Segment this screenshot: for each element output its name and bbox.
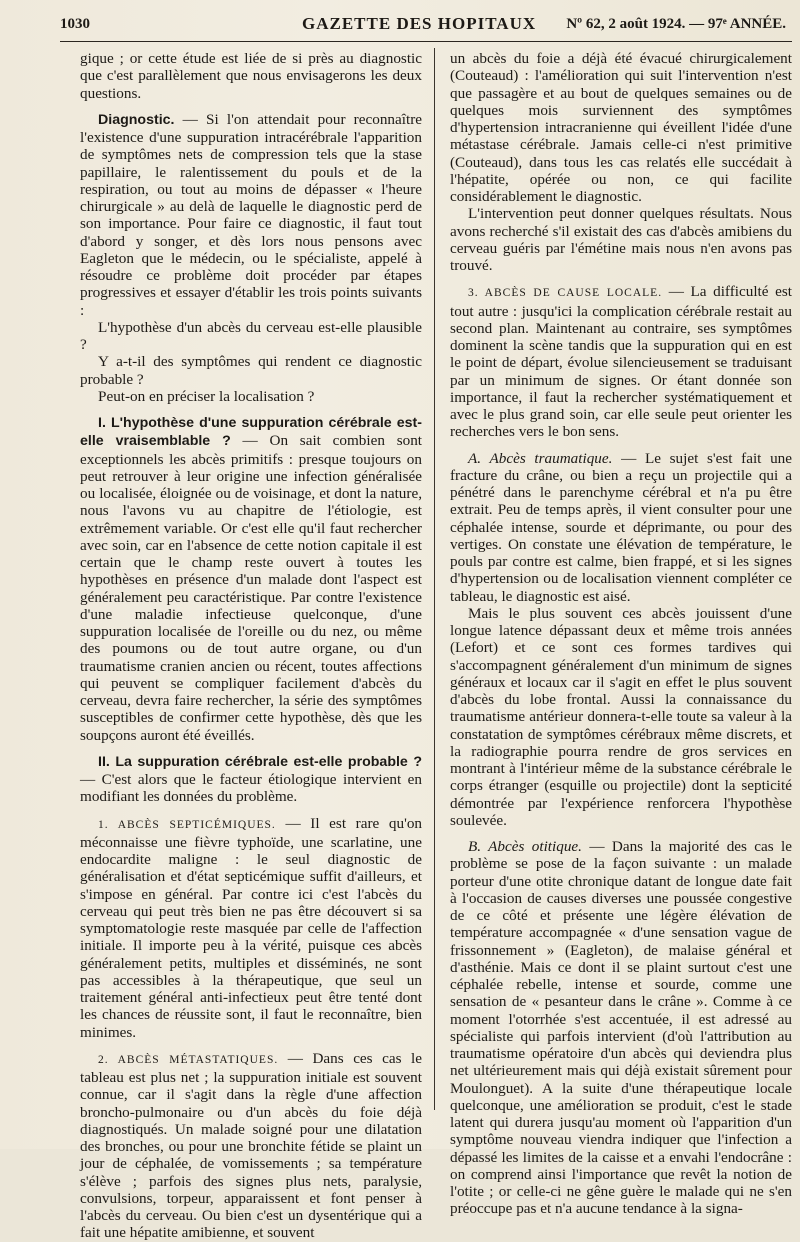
section-heading: 3. ABCÈS DE CAUSE LOCALE. <box>468 287 663 300</box>
section-heading: 1. ABCÈS SEPTICÉMIQUES. <box>98 818 276 831</box>
paragraph <box>80 353 422 388</box>
section-heading: B. Abcès otitique. <box>468 838 582 855</box>
page-number: 1030 <box>60 16 90 32</box>
paragraph <box>80 319 422 354</box>
paragraph-text: — C'est alors que le facteur étiologique intervient en modifiant les données du problème. <box>80 771 422 806</box>
paragraph-text: — On sait combien sont exceptionnels les abcès primitifs : presque toujours on peut retrouver à leur origine une infection généralisée ou localisée, éloignée ou de voisinage, et dont la nature, nous l'avons vu au chapitre de l'étiologie, est extrêmement variable. Or c'est elle qu'il faut rechercher avec soin, car en l'absence de cette notion capitale il est certain que le champ reste ouvert à toutes les hypothèses en présence d'un malade dont l'aspect est généralement peu caractéristique. Par contre l'existence d'une maladie infectieuse quelconque, d'une suppuration localisée de l'oreille ou du nez, ou même des poumons ou de tout autre organe, ou d'un traumatisme cranien ancien ou récent, toutes affections qui peuvent se compliquer facilement d'abcès du cerveau, devra faire rechercher, la série des symptômes susceptibles de confirmer cette hypothèse, dès que les soupçons auront été éveillés. <box>80 432 423 744</box>
paragraph <box>450 605 792 829</box>
paragraph-text: — Dans la majorité des cas le problème se pose de la façon suivante : un malade porteur d'une otite chronique datant de longue date fait à l'occasion de causes diverses une poussée congestive de ce côté et présente une légère élévation de température accompagnée « d'une sensation vague de frissonnement » (Eagleton), de malaise général et d'asthénie. Mais ce dont il se plaint surtout c'est une céphalée rebelle, intense et sourde, comme une sensation de « pesanteur dans le crâne ». Comme à ce moment l'otorrhée s'est accentuée, il est adressé au spécialiste qui parfois intervient (d'où l'attribution au traumatisme opératoire d'un abcès qui deviendra plus net ultérieurement mais qui déjà existait sûrement pour Moulonguet). A la suite d'une thérapeutique locale quelconque, une amélioration se produit, c'est le stade latent qui durera jusqu'au moment où l'apparition d'un symptôme nouveau viendra indiquer que l'infection a dépassé les limites de la caisse et a envahi l'endocrâne : on comprend ainsi l'importance que revêt la notion de l'otite ; or celle-ci ne gêne guère le malade qui ne s'en préoccupe pas et n'a aucune tendance à la signa- <box>450 838 792 1218</box>
section-heading: II. La suppuration cérébrale est-elle probable ? <box>98 753 422 770</box>
paragraph <box>80 111 422 319</box>
left-column <box>80 50 422 1242</box>
paragraph-text: — Le sujet s'est fait une fracture du crâne, ou bien a reçu un projectile qui a pénétré dans le parenchyme cérébral et n'a pu être extrait. Peu de temps après, il vient consulter pour une céphalée intense, sourde et déprimante, ou pour des vertiges. On constate une élévation de température, le pouls par contre est calme, bien frappé, et si les signes d'hypertension ou de localisation viennent compléter ce tableau, le diagnostic est aisé. <box>450 449 792 605</box>
paragraph-text: L'hypothèse d'un abcès du cerveau est-elle plausible ? <box>80 318 422 353</box>
paragraph <box>450 283 792 440</box>
paragraph-text: — Dans ces cas le tableau est plus net ; la suppuration initiale est souvent connue, car il s'agit dans la règle d'une affection broncho-pulmonaire ou d'un abcès du foie déjà diagnostiqués. Un malade soigné pour une dilatation des bronches, ou pour une bronchite fétide se plaint un jour de céphalée, de vomissements ; sa température s'élève ; parfois des signes plus nets, paralysie, convulsions, torpeur, apparaissent et font penser à l'abcès du cerveau. Ou bien c'est un dysentérique qui a fait une hépatite amibienne, et souvent <box>80 1049 422 1242</box>
section-heading: 2. ABCÈS MÉTASTATIQUES. <box>98 1053 279 1066</box>
paragraph <box>450 838 792 1218</box>
paragraph <box>80 815 422 1041</box>
paragraph <box>80 753 422 806</box>
paragraph-text: — Si l'on attendait pour reconnaître l'existence d'une suppuration intracérébrale l'apparition de symptômes nets de compression tels que la stase papillaire, le ralentissement du pouls et de la respiration, ou tout au moins de dépasser « l'heure chirurgicale » au delà de laquelle le diagnostic perd de son importance. Pour faire ce diagnostic, il faut tout d'abord y songer, et dès lors nous pensons avec Eagleton que le médecin, ou le spécialiste, appelé à résoudre ce problème doit procéder par étapes progressives et essayer d'établir les trois points suivants : <box>80 110 422 319</box>
paragraph-text: L'intervention peut donner quelques résultats. Nous avons recherché s'il existait des cas d'abcès amibiens du cerveau guéris par l'émétine mais nous n'en avons pas trouvé. <box>450 205 792 274</box>
right-column <box>450 50 792 1218</box>
paragraph <box>450 450 792 605</box>
paragraph-text: Y a-t-il des symptômes qui rendent ce diagnostic probable ? <box>80 353 422 388</box>
issue-info: Nº 62, 2 août 1924. — 97ᵉ ANNÉE. <box>566 16 786 32</box>
paragraph-text: gique ; or cette étude est liée de si près au diagnostic que c'est parallèlement que nous envisagerons les deux questions. <box>80 50 422 102</box>
paragraph-text: Mais le plus souvent ces abcès jouissent d'une longue latence dépassant deux et même trois années (Lefort) et ce sont ces formes tardives qui s'accompagnent généralement d'un minimum de signes généraux et locaux car il s'agit en effet le plus souvent d'abcès du lobe frontal. Aussi la connaissance du traumatisme antérieur donnera-t-elle toute sa valeur à la constatation de symptômes cérébraux même discrets, et la radiographie pourra rendre de gros services en montrant à l'intérieur même de la substance cérébrale le corps étranger (esquille ou projectile) dont la septicité démontrée par l'expérience renforcera l'hypothèse soulevée. <box>450 604 792 829</box>
section-heading: Diagnostic. <box>98 111 175 128</box>
section-heading: I. L'hypothèse d'une suppuration cérébrale est-elle vraisemblable ? <box>80 415 422 450</box>
paragraph-text: — Il est rare qu'on méconnaisse une fièvre typhoïde, une scarlatine, une endocardite maligne : le seul diagnostic de généralisation et d'état septicémique suffit d'ailleurs, et s'impose en général. Par contre ici c'est l'abcès du cerveau qui peut très bien ne pas être découvert si sa symptomatologie reste masquée par celle de l'affection initiale. Il importe peu à la vérité, puisque ces abcès généralement petits, multiples et disséminés, ne sont pas accessibles à la thérapeutique, que seul un traitement général anti-infectieux peut être tenté dont les chances de réussite sont, il faut le reconnaître, bien minimes. <box>80 814 423 1041</box>
paragraph-text: — La difficulté est tout autre : jusqu'ici la complication cérébrale restait au second plan. Maintenant au contraire, ses symptômes dominent la scène tandis que la suppuration qui en est le point de départ, évolue silencieusement se traduisant par un minimum de signes. Or étant donnée son importance, il faut la rechercher systématiquement et avec le plus grand soin, car elle seule peut orienter les recherches vers le bon sens. <box>450 283 792 441</box>
paragraph-text: Peut-on en préciser la localisation ? <box>98 387 315 405</box>
section-heading: A. Abcès traumatique. <box>468 449 613 467</box>
page-header <box>60 14 792 36</box>
paragraph-text: un abcès du foie a déjà été évacué chirurgicalement (Couteaud) : l'amélioration qui suit l'intervention n'est que passagère et au bout de quelques semaines ou de quelques mois surviennent des symptômes d'hypertension intracranienne qui éveillent l'idée d'une métastase cérébrale. Jamais celle-ci n'est primitive (Couteaud), dans tous les cas relatés elle succédait à l'hépatite, opérée ou non, ce qui facilite considérablement le diagnostic. <box>450 50 792 205</box>
header-rule <box>60 41 792 42</box>
column-divider <box>434 48 435 1110</box>
paragraph <box>80 388 422 405</box>
paragraph <box>450 205 792 274</box>
paragraph <box>80 1050 422 1242</box>
journal-title: GAZETTE DES HOPITAUX <box>302 14 537 33</box>
paragraph <box>450 50 792 205</box>
paragraph <box>80 414 422 744</box>
paragraph <box>80 50 422 102</box>
